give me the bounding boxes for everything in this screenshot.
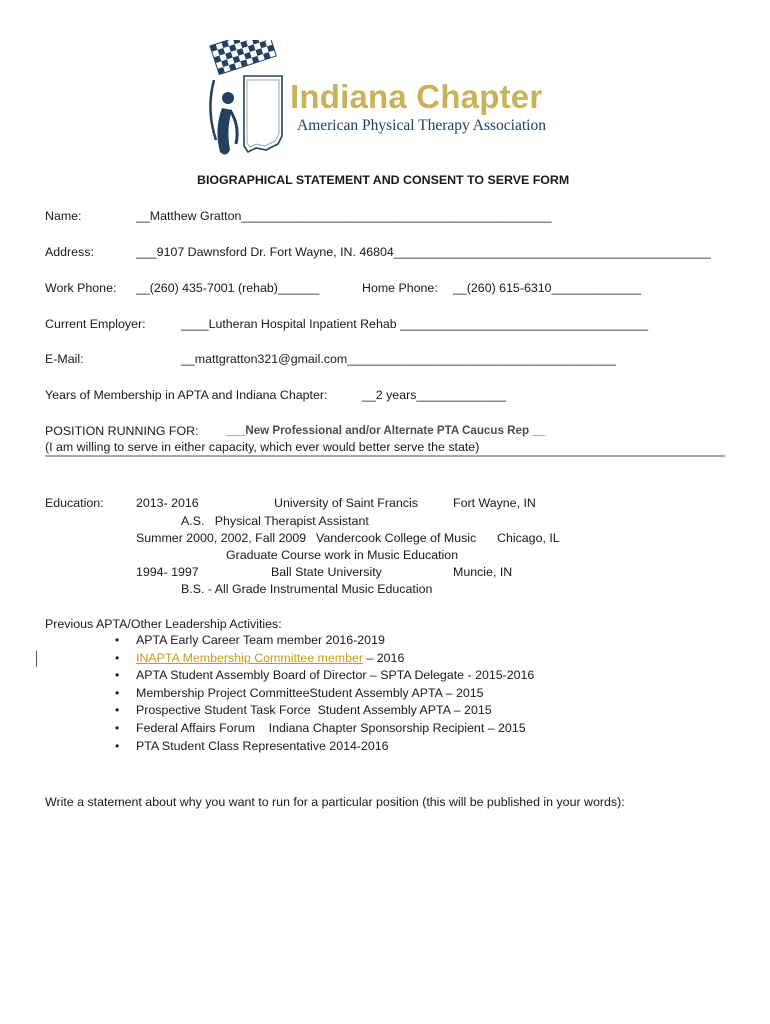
committee-link[interactable]: INAPTA Membership Committee member xyxy=(136,650,363,665)
education-location: Muncie, IN xyxy=(453,565,513,579)
list-item xyxy=(115,702,534,720)
home-phone-field[interactable]: __(260) 615-6310_____________ xyxy=(453,281,642,295)
education-location: Chicago, IL xyxy=(497,531,560,545)
employer-label: Current Employer: xyxy=(45,317,146,331)
education-school: Vandercook College of Music xyxy=(316,531,477,545)
statement-prompt: Write a statement about why you want to run for a particular position (this will be published in your words): xyxy=(45,795,625,809)
list-item xyxy=(115,738,534,756)
logo-title: Indiana Chapter xyxy=(290,78,543,115)
list-item xyxy=(115,632,534,650)
bullet-icon: • xyxy=(115,668,120,683)
education-location: Fort Wayne, IN xyxy=(453,496,536,510)
education-school: Ball State University xyxy=(271,565,382,579)
email-label: E-Mail: xyxy=(45,352,84,366)
section-divider xyxy=(45,455,725,457)
activity-text: – 2016 xyxy=(363,650,405,665)
education-school: University of Saint Francis xyxy=(274,496,418,510)
education-degree: Graduate Course work in Music Education xyxy=(226,548,459,562)
education-label: Education: xyxy=(45,496,104,510)
bullet-icon: • xyxy=(115,633,120,647)
position-label: POSITION RUNNING FOR: xyxy=(45,424,199,438)
membership-label: Years of Membership in APTA and Indiana Chapter: xyxy=(45,388,328,402)
bullet-icon: • xyxy=(115,685,120,700)
bullet-icon: • xyxy=(115,738,120,753)
education-degree: B.S. - All Grade Instrumental Music Education xyxy=(181,582,433,596)
name-field[interactable]: __Matthew Gratton_____________________________________________ xyxy=(136,209,552,223)
home-phone-label: Home Phone: xyxy=(362,281,438,295)
address-label: Address: xyxy=(45,245,94,259)
bullet-icon: • xyxy=(115,650,120,665)
employer-field[interactable]: ____Lutheran Hospital Inpatient Rehab ____________________________________ xyxy=(181,317,649,331)
education-degree: A.S. Physical Therapist Assistant xyxy=(181,514,369,528)
text-cursor xyxy=(36,651,37,667)
activity-text: PTA Student Class Representative 2014-2016 xyxy=(136,738,389,753)
work-phone-field[interactable]: __(260) 435-7001 (rehab)______ xyxy=(136,281,320,295)
activity-text: Prospective Student Task Force Student Assembly APTA – 2015 xyxy=(136,703,492,718)
activities-heading: Previous APTA/Other Leadership Activities: xyxy=(45,617,282,631)
logo-graphic xyxy=(200,40,300,160)
list-item xyxy=(115,650,534,668)
education-dates: 1994- 1997 xyxy=(136,565,199,579)
list-item xyxy=(115,667,535,685)
activities-list xyxy=(115,632,535,755)
chapter-logo xyxy=(200,40,580,160)
list-item xyxy=(115,720,534,738)
statement-area[interactable] xyxy=(45,816,725,1006)
name-label: Name: xyxy=(45,209,82,223)
activity-text: APTA Early Career Team member 2016-2019 xyxy=(136,633,385,647)
address-field[interactable]: ___9107 Dawnsford Dr. Fort Wayne, IN. 46804______________________________________________ xyxy=(136,245,711,259)
activity-text: Federal Affairs Forum Indiana Chapter Sponsorship Recipient – 2015 xyxy=(136,720,526,735)
education-dates: Summer 2000, 2002, Fall 2009 xyxy=(136,531,307,545)
activity-text: APTA Student Assembly Board of Director – SPTA Delegate - 2015-2016 xyxy=(136,668,535,683)
position-field[interactable]: ___New Professional and/or Alternate PTA Caucus Rep __ xyxy=(226,424,546,437)
work-phone-label: Work Phone: xyxy=(45,281,117,295)
form-title: BIOGRAPHICAL STATEMENT AND CONSENT TO SERVE FORM xyxy=(197,173,570,187)
bullet-icon: • xyxy=(115,720,120,735)
email-field[interactable]: __mattgratton321@gmail.com_______________________________________ xyxy=(181,352,616,366)
position-note: (I am willing to serve in either capacity, which ever would better serve the state) xyxy=(45,440,480,454)
activity-text: Membership Project CommitteeStudent Assembly APTA – 2015 xyxy=(136,685,484,700)
membership-field[interactable]: __2 years_____________ xyxy=(362,388,506,402)
list-item xyxy=(115,685,534,703)
bullet-icon: • xyxy=(115,703,120,718)
education-dates: 2013- 2016 xyxy=(136,496,199,510)
logo-subtitle: American Physical Therapy Association xyxy=(297,117,546,134)
